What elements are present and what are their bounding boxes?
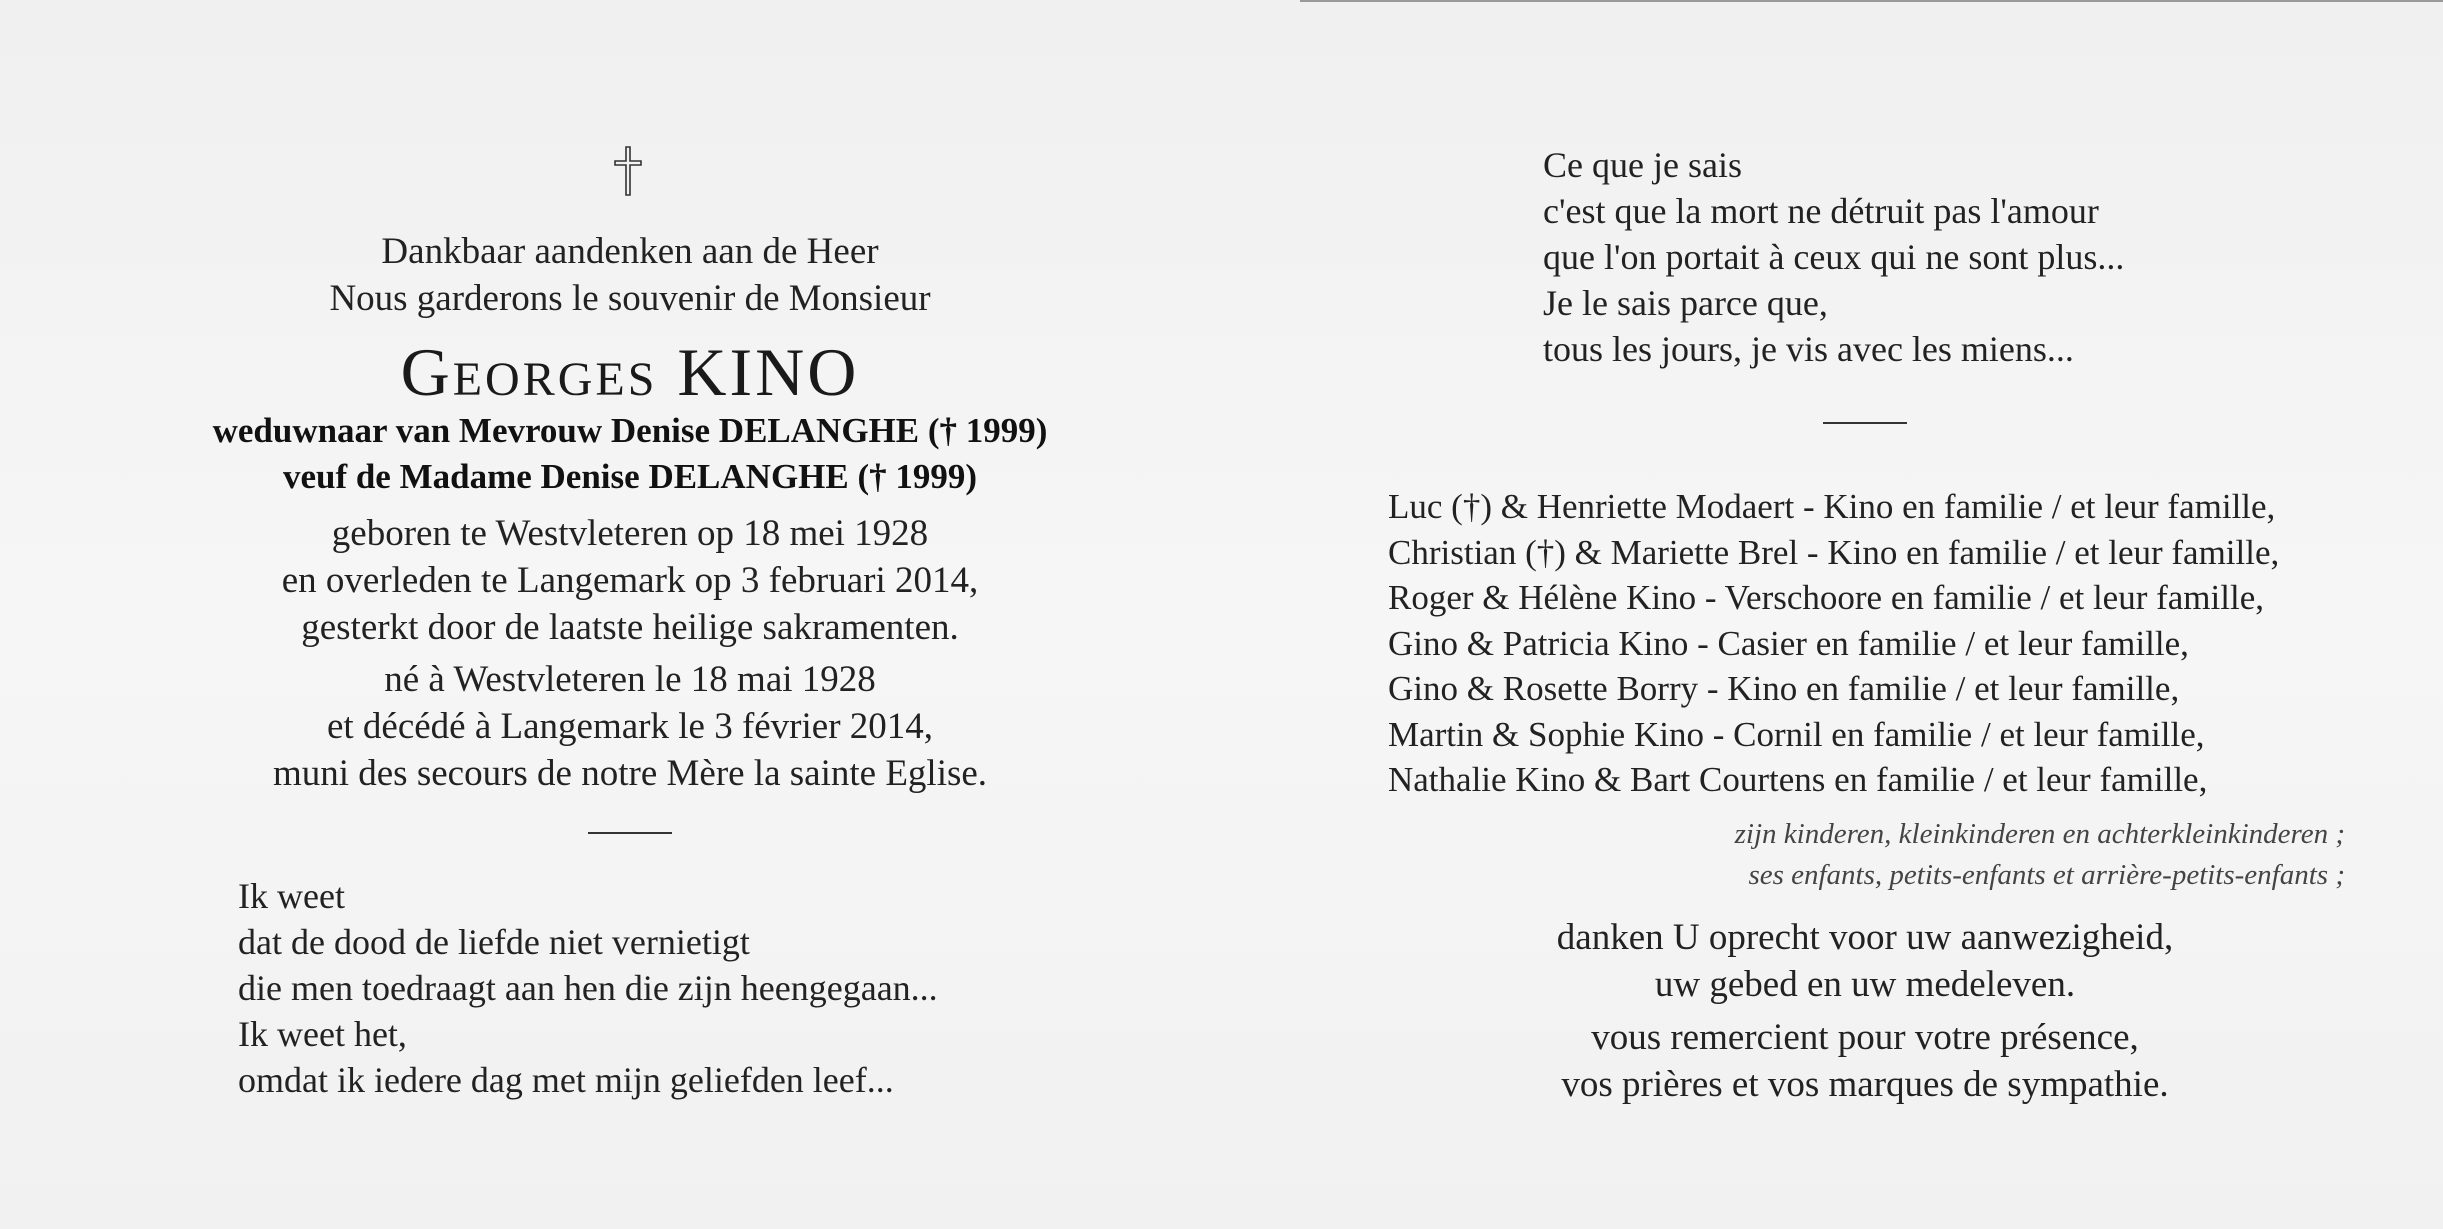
deceased-name: Georges KINO (400, 334, 860, 410)
thanks-fr-line: vos prières et vos marques de sympathie. (1561, 1064, 2169, 1105)
card-top-edge (1300, 0, 2443, 2)
poem-fr-line: que l'on portait à ceux qui ne sont plus... (1543, 237, 2125, 277)
poem-nl-line: Ik weet het, (238, 1014, 407, 1054)
family-entry: Gino & Rosette Borry - Kino en familie / et leur famille, (1388, 669, 2180, 708)
relation-nl: zijn kinderen, kleinkinderen en achterkleinkinderen ; (1734, 818, 2345, 850)
family-entry: Martin & Sophie Kino - Cornil en familie / et leur famille, (1388, 714, 2205, 754)
intro-block (130, 228, 1130, 322)
left-divider (588, 832, 672, 834)
poem-nl-line: die men toedraagt aan hen die zijn heengegaan... (238, 968, 938, 1008)
family-entry: Luc (†) & Henriette Modaert - Kino en familie / et leur famille, (1388, 487, 2276, 526)
bio-nl-line: geboren te Westvleteren op 18 mei 1928 (331, 513, 929, 554)
poem-fr-line: c'est que la mort ne détruit pas l'amour (1543, 191, 2099, 231)
family-entry: Nathalie Kino & Bart Courtens en familie / et leur famille, (1388, 760, 2208, 799)
bio-nl-block (130, 510, 1130, 651)
poem-nl-line: dat de dood de liefde niet vernietigt (238, 922, 750, 962)
bio-nl-line: en overleden te Langemark op 3 februari 2014, (281, 560, 979, 601)
thanks-fr-line: vous remercient pour votre présence, (1591, 1017, 2139, 1058)
bio-fr-line: et décédé à Langemark le 3 février 2014, (326, 706, 934, 747)
poem-fr-line: Ce que je sais (1543, 145, 1742, 185)
poem-fr (1543, 142, 2124, 372)
poem-fr-line: tous les jours, je vis avec les miens... (1543, 329, 2074, 369)
spouse-nl: weduwnaar van Mevrouw Denise DELANGHE († 1999) (212, 411, 1048, 450)
family-entry: Roger & Hélène Kino - Verschoore en familie / et leur famille, (1388, 578, 2264, 617)
thanks-fr (1370, 1014, 2360, 1108)
bio-fr-line: né à Westvleteren le 18 mai 1928 (384, 659, 876, 700)
poem-fr-line: Je le sais parce que, (1543, 283, 1828, 323)
bio-fr-block (130, 656, 1130, 797)
cross-icon (613, 145, 643, 197)
bio-fr-line: muni des secours de notre Mère la sainte Eglise. (272, 753, 988, 794)
bio-nl-line: gesterkt door de laatste heilige sakramenten. (301, 607, 959, 648)
family-entry: Gino & Patricia Kino - Casier en familie / et leur famille, (1388, 623, 2189, 663)
thanks-nl-line: uw gebed en uw medeleven. (1654, 964, 2076, 1005)
intro-line-fr: Nous garderons le souvenir de Monsieur (329, 278, 931, 319)
poem-nl-line: omdat ik iedere dag met mijn geliefden leef... (238, 1060, 894, 1100)
thanks-nl-line: danken U oprecht voor uw aanwezigheid, (1556, 917, 2174, 958)
spouse-block (130, 408, 1130, 500)
right-divider (1823, 422, 1907, 424)
poem-nl (238, 873, 938, 1103)
thanks-nl (1370, 914, 2360, 1008)
relation-fr: ses enfants, petits-enfants et arrière-petits-enfants ; (1748, 859, 2345, 891)
poem-nl-line: Ik weet (238, 876, 345, 916)
spouse-fr: veuf de Madame Denise DELANGHE († 1999) (282, 457, 978, 496)
intro-line-nl: Dankbaar aandenken aan de Heer (381, 231, 879, 272)
family-entry: Christian (†) & Mariette Brel - Kino en familie / et leur famille, (1388, 532, 2280, 572)
family-list (1388, 484, 2279, 803)
